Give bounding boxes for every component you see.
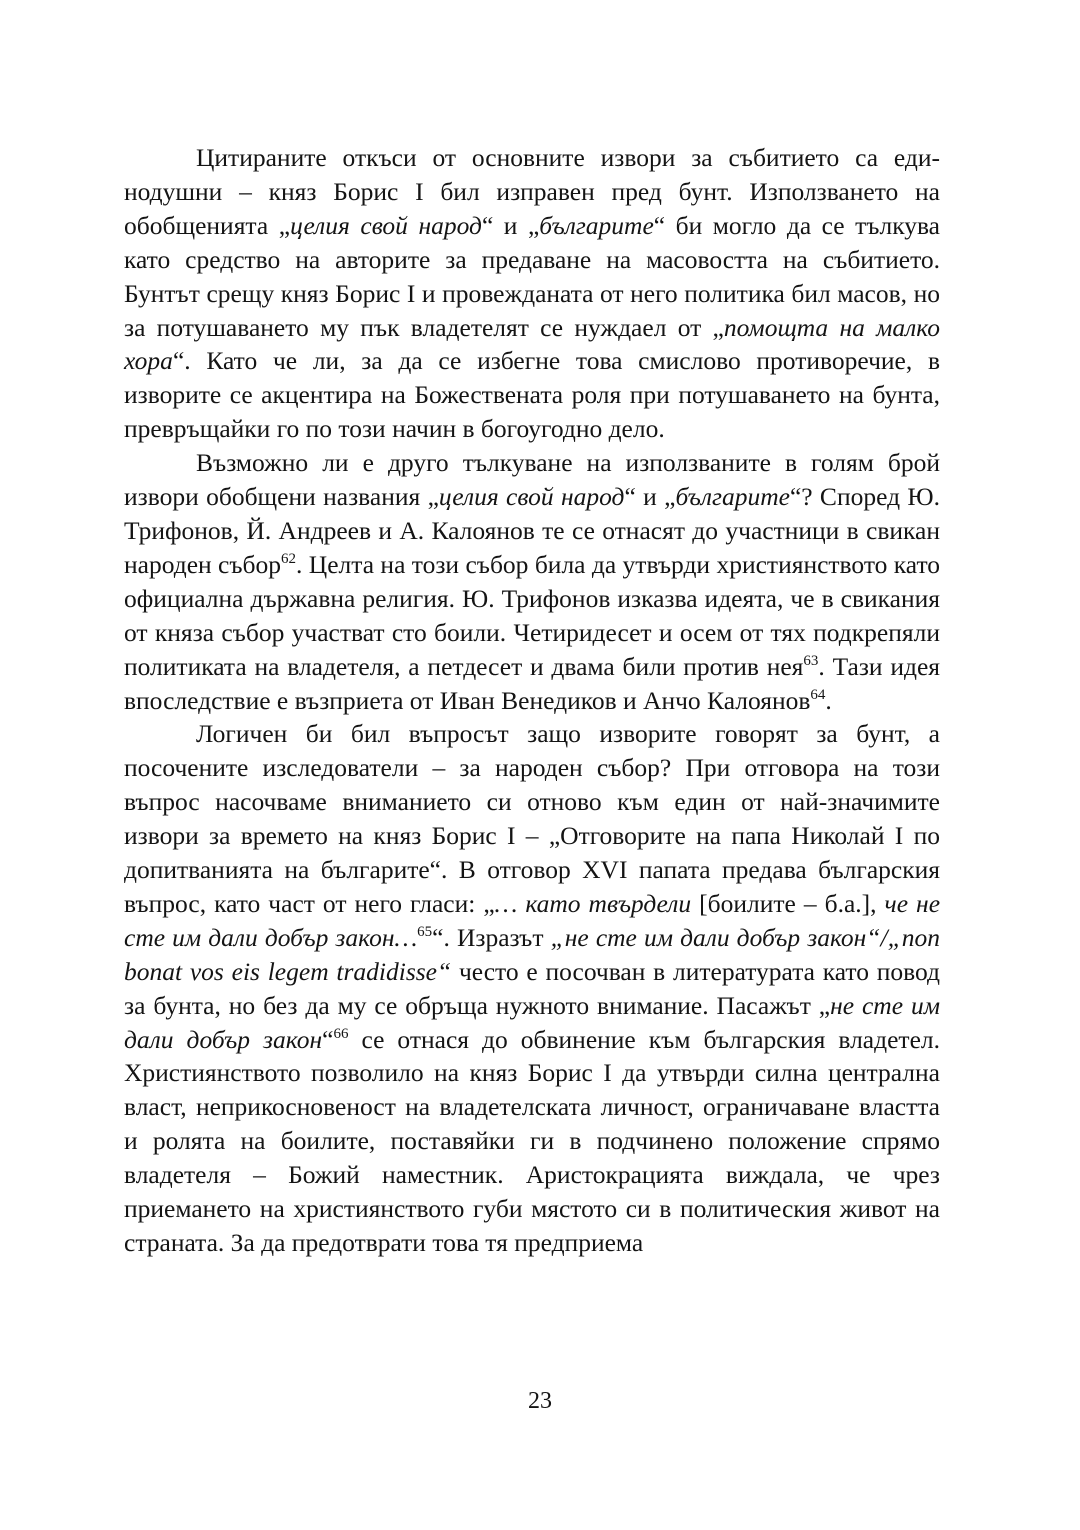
quote-italic: целия свой народ: [438, 482, 625, 512]
paragraph-2: Възможно ли е друго тълкуване на използваните в голям брой извори обобщени названия „целия свой народ“ и „българите“? Според Ю. Трифонов, Й. Андреев и А. Калоянов те се отнасят до участници в свикан народен събор$^{62}$. Целта на този събор била да утвърди християнството като официална държавна религия. Ю. Трифонов изказва идеята, че в свикания от княза събор участват сто боили. Четиридесет и осем от тях подкрепяли политиката на владетеля, а петдесет и двама били против нея$^{63}$. Тази идея впоследствие е възприета от Иван Венедиков и Анчо Калоянов$^{64}$.: [124, 448, 941, 715]
quote-italic: помощта на малко хора: [124, 312, 941, 376]
quote-italic: не сте им дали добър закон: [124, 990, 940, 1054]
quote-italic: че не сте им дали добър закон…: [124, 888, 941, 952]
paragraph-1: Цитираните откъси от основните извори за събитието са единодушни – княз Борис I бил изправен пред бунт. Използването на обобщенията „целия свой народ“ и „българите“ би могло да се тълкува като средство на авторите за предаване на масовостта на събитието. Бунтът срещу княз Борис I и провежданата от него политика бил масов, но за потушаването му пък владетелят се нуждаел от „помощта на малко хора“. Като че ли, за да се избегне това смислово противоречие, в изворите се акцентира на Божествената роля при потушаването на бунта, превръщайки го по този начин в богоугодно дело.: [124, 143, 941, 444]
quote-italic: … като твърдели: [494, 888, 692, 918]
footnote-ref-62[interactable]: 62: [281, 550, 297, 567]
page-number: 23: [528, 1388, 552, 1414]
footnote-ref-66[interactable]: 66: [333, 1025, 349, 1042]
quote-italic: българите: [675, 482, 790, 512]
footnote-ref-65[interactable]: 65: [417, 923, 433, 940]
quote-italic: българите: [539, 210, 654, 240]
body-text: [124, 141, 940, 1260]
quote-italic: целия свой народ: [290, 210, 482, 240]
footnote-ref-63[interactable]: 63: [803, 652, 819, 669]
footnote-ref-64[interactable]: 64: [810, 686, 826, 703]
paragraph-3: Логичен би бил въпросът защо изворите говорят за бунт, а посочените изследователи – за народен събор? При отговора на този въпрос насочваме вниманието си отново към един от най-значимите извори за времето на княз Борис I – „Отговорите на папа Николай I по допитванията на българите“. В отговор XVI папата предава българския въпрос, като част от него гласи: „… като твърдели [боилите – б.а.], че не сте им дали добър закон…$^{65}$“. Изразът „не сте им дали добър закон“/„non bonat vos eis legem tradidisse“ често е посочван в литературата като повод за бунта, но без да му се обръща нужното внимание. Пасажът „не сте им дали добър закон“$^{66}$ се отнася до обвинение към българския владетел. Християнството позволило на княз Борис I да утвърди силна централна власт, неприкосновеност на владетелската личност, ограничаване властта и ролята на боилите, поставяйки ги в подчинено положение спрямо владетеля – Божий наместник. Аристокрацията виждала, че чрез приемането на християнството губи мястото си в политическия живот на страната. За да предотврати това тя предприема: [124, 719, 941, 1257]
quote-italic: „не сте им дали добър закон“/„non bonat vos eis legem tradidisse“: [124, 922, 941, 986]
